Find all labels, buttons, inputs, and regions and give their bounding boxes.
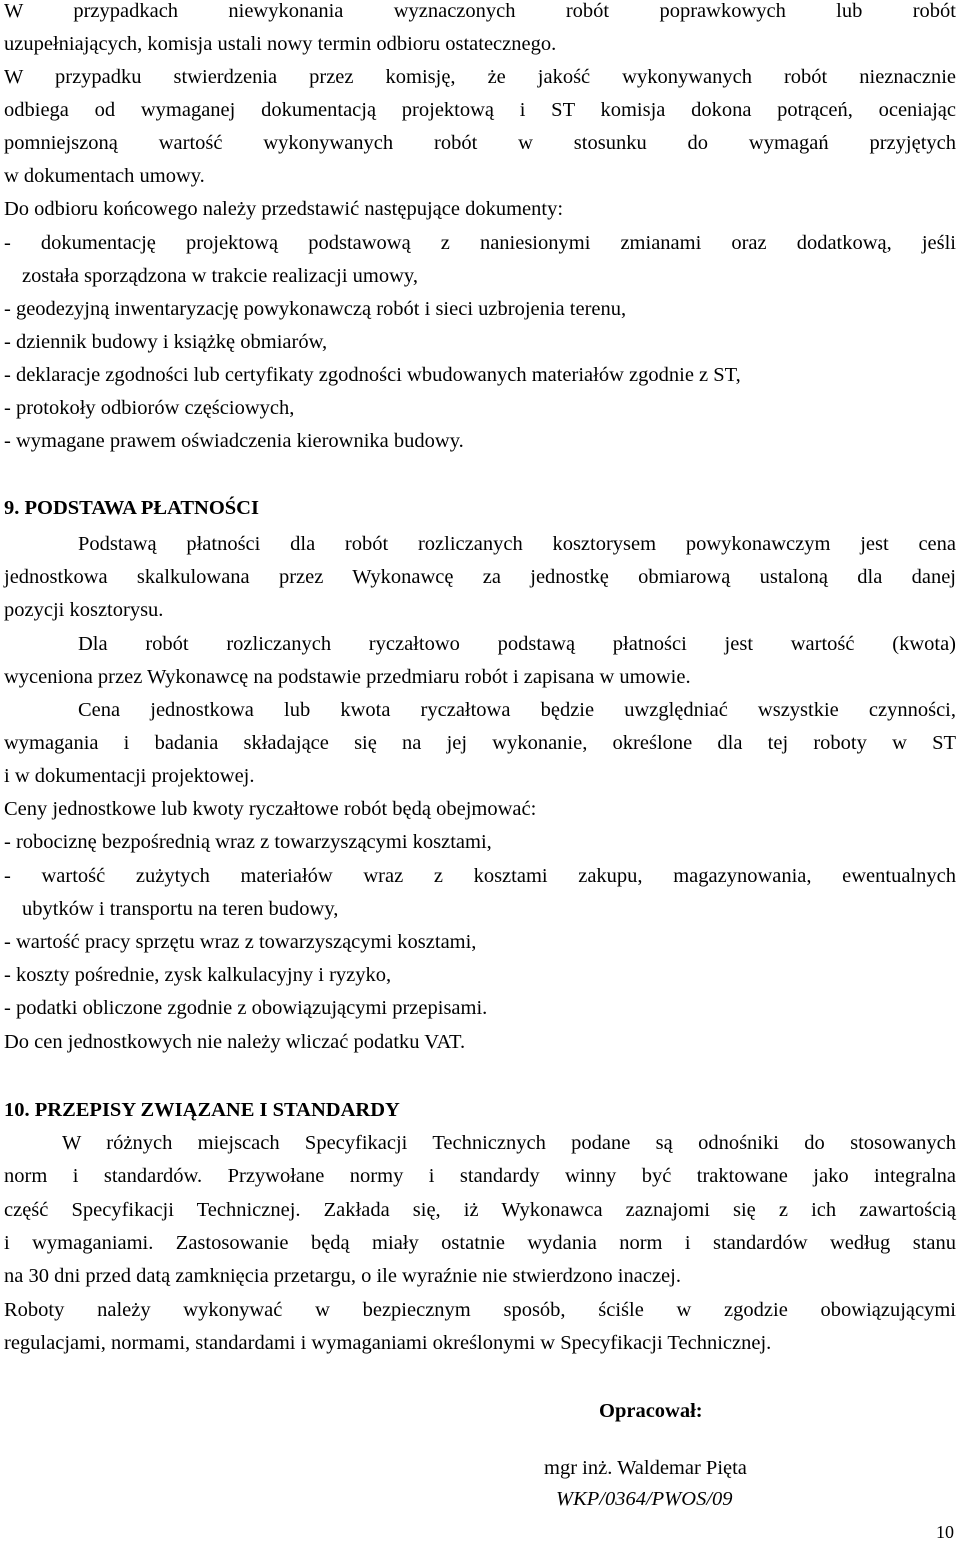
text-line: Dla robót rozliczanych ryczałtowo podstawą płatności jest wartość (kwota) (78, 633, 956, 655)
text-line: Do cen jednostkowych nie należy wliczać podatku VAT. (4, 1031, 466, 1053)
list-item: ubytków i transportu na teren budowy, (22, 898, 339, 920)
text-line: jednostkowa skalkulowana przez Wykonawcę za jednostkę obmiarową ustaloną dla danej (4, 566, 956, 588)
list-item: została sporządzona w trakcie realizacji umowy, (22, 265, 418, 287)
text-line: w dokumentach umowy. (4, 165, 205, 187)
text-line: uzupełniających, komisja ustali nowy termin odbioru ostatecznego. (4, 33, 557, 55)
text-line: norm i standardów. Przywołane normy i standardy winny być traktowane jako integralna (4, 1165, 956, 1187)
text-line: część Specyfikacji Technicznej. Zakłada się, iż Wykonawca zaznajomi się z ich zawartością (4, 1199, 956, 1221)
text-line: W przypadku stwierdzenia przez komisję, że jakość wykonywanych robót nieznacznie (4, 66, 956, 88)
list-item: - wymagane prawem oświadczenia kierownika budowy. (4, 430, 464, 452)
text-line: wyceniona przez Wykonawcę na podstawie przedmiaru robót i zapisana w umowie. (4, 666, 691, 688)
list-item: - wartość zużytych materiałów wraz z kosztami zakupu, magazynowania, ewentualnych (4, 865, 956, 887)
list-item: - dokumentację projektową podstawową z naniesionymi zmianami oraz dodatkową, jeśli (4, 232, 956, 254)
section-heading: 10. PRZEPISY ZWIĄZANE I STANDARDY (4, 1099, 400, 1121)
section-heading: 9. PODSTAWA PŁATNOŚCI (4, 497, 259, 519)
signature-title: Opracował: (599, 1400, 703, 1422)
text-line: i w dokumentacji projektowej. (4, 765, 255, 787)
list-item: - koszty pośrednie, zysk kalkulacyjny i ryzyko, (4, 964, 392, 986)
text-line: Roboty należy wykonywać w bezpiecznym sposób, ściśle w zgodzie obowiązującymi (4, 1299, 956, 1321)
list-item: - wartość pracy sprzętu wraz z towarzyszącymi kosztami, (4, 931, 477, 953)
license-number: WKP/0364/PWOS/09 (556, 1488, 733, 1510)
text-line: pozycji kosztorysu. (4, 599, 164, 621)
page-number: 10 (936, 1522, 954, 1542)
text-line: Cena jednostkowa lub kwota ryczałtowa będzie uwzględniać wszystkie czynności, (78, 699, 956, 721)
text-line: pomniejszoną wartość wykonywanych robót w stosunku do wymagań przyjętych (4, 132, 956, 154)
text-line: wymagania i badania składające się na jej wykonanie, określone dla tej roboty w ST (4, 732, 956, 754)
list-item: - dziennik budowy i książkę obmiarów, (4, 331, 328, 353)
text-line: na 30 dni przed datą zamknięcia przetargu, o ile wyraźnie nie stwierdzono inaczej. (4, 1265, 681, 1287)
text-line: W różnych miejscach Specyfikacji Technicznych podane są odnośniki do stosowanych (62, 1132, 956, 1154)
text-line: W przypadkach niewykonania wyznaczonych robót poprawkowych lub robót (4, 0, 956, 22)
text-line: i wymaganiami. Zastosowanie będą miały ostatnie wydania norm i standardów według stanu (4, 1232, 956, 1254)
list-item: - protokoły odbiorów częściowych, (4, 397, 295, 419)
text-line: Podstawą płatności dla robót rozliczanych kosztorysem powykonawczym jest cena (78, 533, 956, 555)
text-line: Ceny jednostkowe lub kwoty ryczałtowe robót będą obejmować: (4, 798, 537, 820)
text-line: regulacjami, normami, standardami i wymaganiami określonymi w Specyfikacji Technicznej. (4, 1332, 772, 1354)
signature-name: mgr inż. Waldemar Pięta (544, 1457, 747, 1479)
text-line: odbiega od wymaganej dokumentacją projektową i ST komisja dokona potrąceń, oceniając (4, 99, 956, 121)
list-item: - geodezyjną inwentaryzację powykonawczą robót i sieci uzbrojenia terenu, (4, 298, 627, 320)
list-item: - deklaracje zgodności lub certyfikaty zgodności wbudowanych materiałów zgodnie z ST, (4, 364, 741, 386)
list-item: - robociznę bezpośrednią wraz z towarzyszącymi kosztami, (4, 831, 492, 853)
list-item: - podatki obliczone zgodnie z obowiązującymi przepisami. (4, 997, 488, 1019)
text-line: Do odbioru końcowego należy przedstawić następujące dokumenty: (4, 198, 564, 220)
